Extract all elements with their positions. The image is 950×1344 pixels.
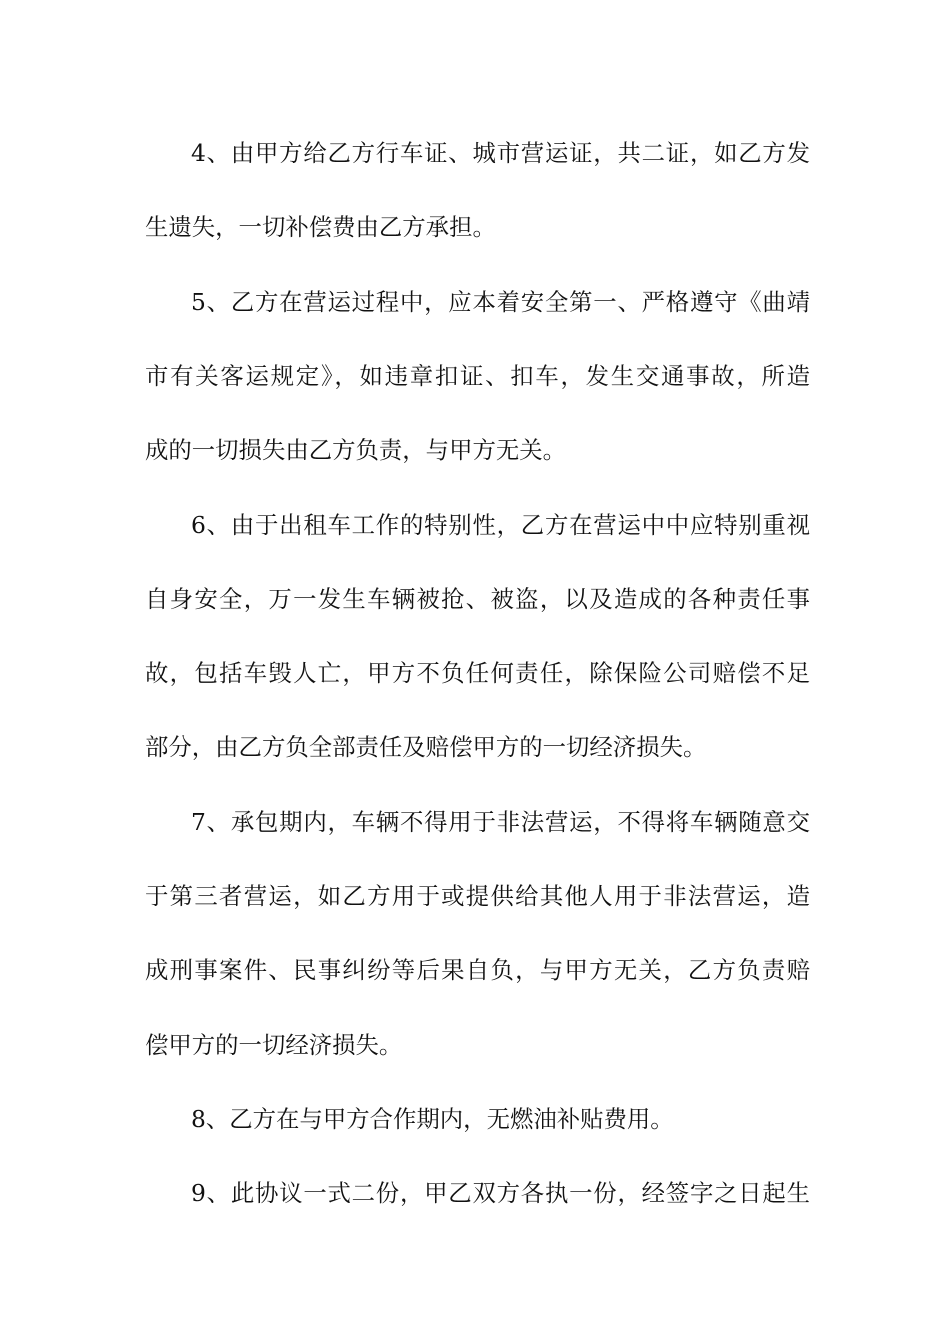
- clause-7-line-3: 成刑事案件、民事纠纷等后果自负，与甲方无关，乙方负责赔: [145, 956, 810, 984]
- clause-6-line-3: 故，包括车毁人亡，甲方不负任何责任，除保险公司赔偿不足: [145, 659, 810, 687]
- clause-5-line-3: 成的一切损失由乙方负责，与甲方无关。: [145, 436, 567, 464]
- clause-4-line-1: 4、由甲方给乙方行车证、城市营运证，共二证，如乙方发: [191, 139, 810, 167]
- clause-5-line-1: 5、乙方在营运过程中，应本着安全第一、严格遵守《曲靖: [191, 288, 810, 316]
- clause-6-line-4: 部分，由乙方负全部责任及赔偿甲方的一切经济损失。: [145, 733, 707, 761]
- clause-5-line-2: 市有关客运规定》，如违章扣证、扣车，发生交通事故，所造: [145, 362, 810, 390]
- clause-6-line-2: 自身安全，万一发生车辆被抢、被盗，以及造成的各种责任事: [145, 585, 810, 613]
- clause-7-line-2: 于第三者营运，如乙方用于或提供给其他人用于非法营运，造: [145, 882, 810, 910]
- clause-8-line-1: 8、乙方在与甲方合作期内，无燃油补贴费用。: [191, 1105, 674, 1133]
- clause-7-line-1: 7、承包期内，车辆不得用于非法营运，不得将车辆随意交: [191, 808, 810, 836]
- clause-4-line-2: 生遗失，一切补偿费由乙方承担。: [145, 213, 496, 241]
- clause-7-line-4: 偿甲方的一切经济损失。: [145, 1031, 403, 1059]
- clause-6-line-1: 6、由于出租车工作的特别性，乙方在营运中中应特别重视: [191, 511, 810, 539]
- clause-9-line-1: 9、此协议一式二份，甲乙双方各执一份，经签字之日起生: [191, 1179, 810, 1207]
